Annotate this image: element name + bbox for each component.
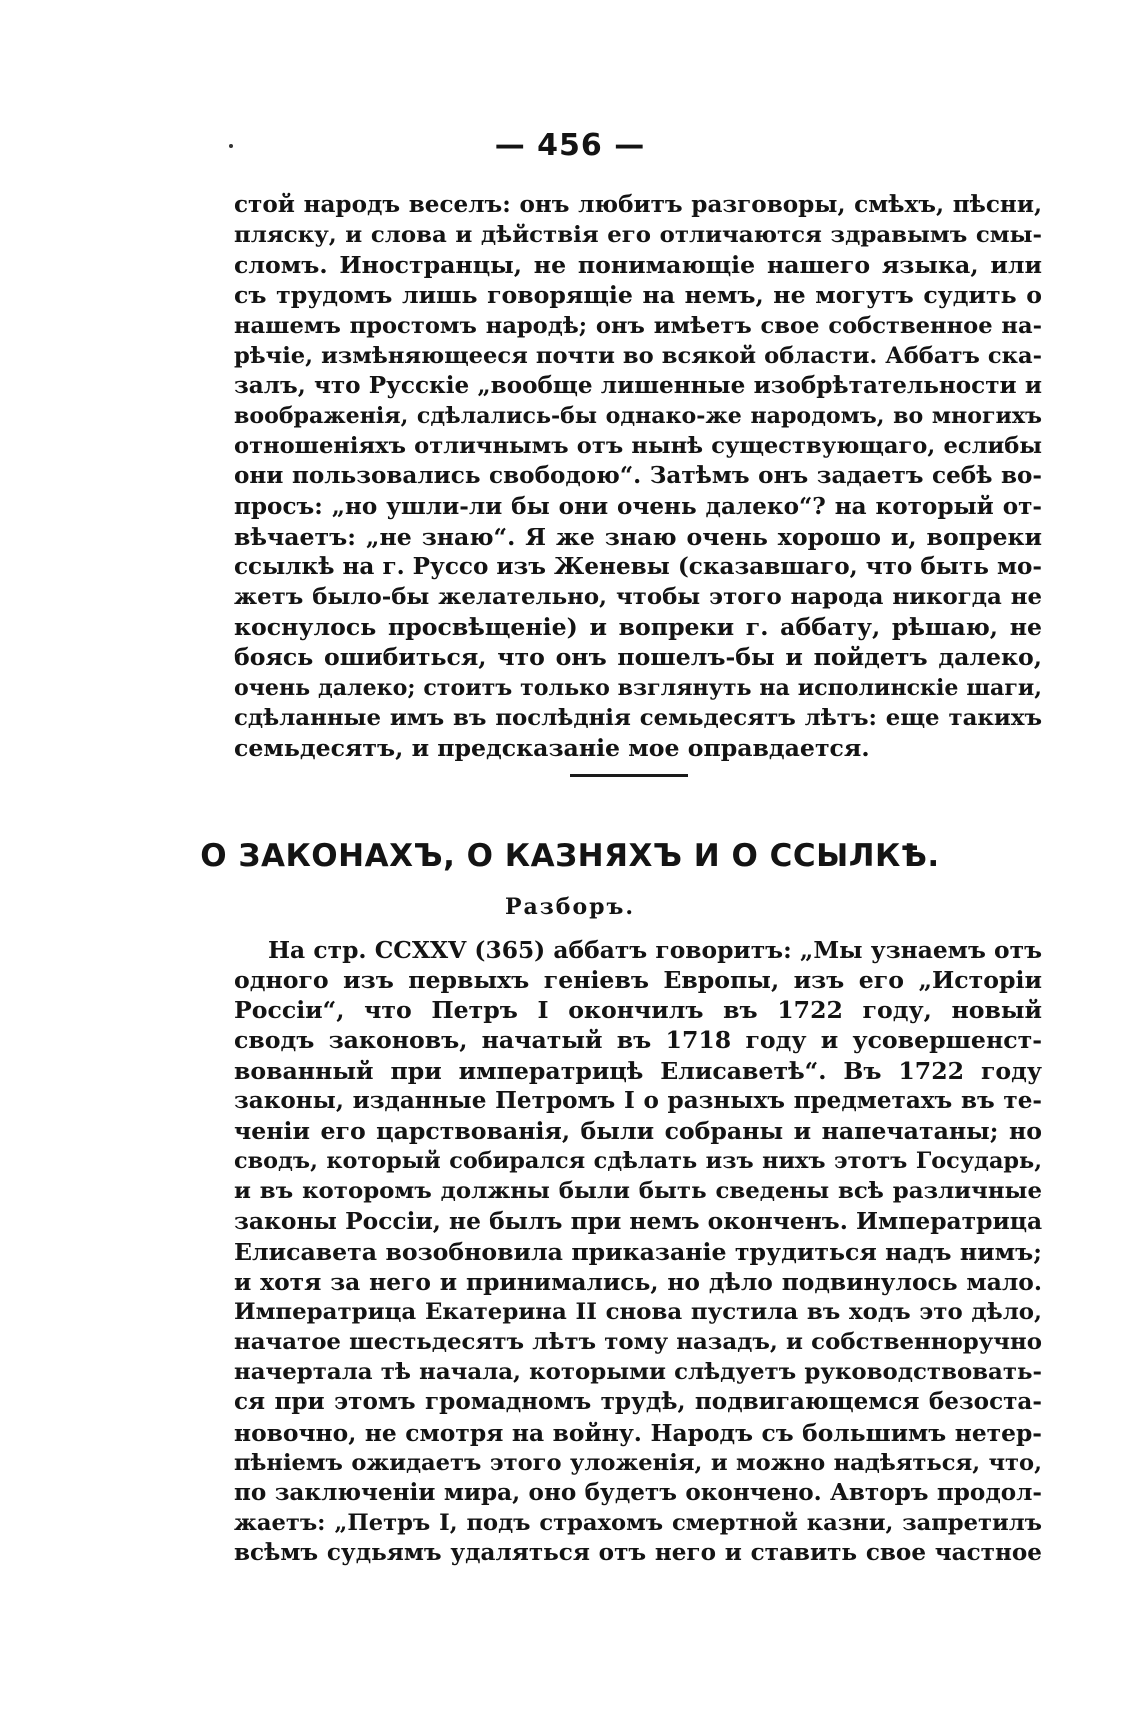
text-line: и въ которомъ должны были быть сведены всѣ различные [234,1178,1042,1205]
text-line: сломъ. Иностранцы, не понимающіе нашего языка, или [234,251,1042,280]
text-line: ссылкѣ на г. Руссо изъ Женевы (сказавшаго, что быть мо- [234,552,1042,580]
text-line: и хотя за него и принимались, но дѣло подвинулось мало. [234,1267,1042,1296]
text-line: воображенія, сдѣлались-бы однако-же народомъ, во многихъ [234,403,1042,430]
text-line: пѣніемъ ожидаетъ этого уложенія, и можно надѣяться, что, [234,1449,1042,1476]
text-line: по заключеніи мира, оно будетъ окончено. Авторъ продол- [234,1478,1042,1506]
text-line: стой народъ веселъ: онъ любитъ разговоры, смѣхъ, пѣсни, [234,191,1042,218]
text-line: жетъ было-бы желательно, чтобы этого народа никогда не [234,584,1042,611]
text-line: жаетъ: „Петръ I, подъ страхомъ смертной казни, запретилъ [234,1509,1042,1536]
text-line: начатое шестьдесятъ лѣтъ тому назадъ, и собственноручно [234,1329,1042,1356]
text-line: просъ: „но ушли-ли бы они очень далеко“? на который от- [234,492,1042,520]
text-line: сводъ, который собирался сдѣлать изъ нихъ этотъ Государь, [234,1148,1042,1175]
text-line: На стр. CCXXV (365) аббатъ говоритъ: „Мы узнаемъ отъ [268,936,1042,964]
text-line: вованный при императрицѣ Елисаветѣ“. Въ 1722 году [234,1056,1042,1085]
text-line: семьдесятъ, и предсказаніе мое оправдается. [234,733,870,762]
text-line: очень далеко; стоитъ только взглянуть на исполинскіе шаги, [234,674,1042,701]
text-line: Елисавета возобновила приказаніе трудиться надъ нимъ; [234,1237,1042,1266]
paragraph-continuation [234,190,1042,763]
text-line: новочно, не смотря на войну. Народъ съ большимъ нетер- [234,1418,1042,1447]
text-line: пляску, и слова и дѣйствія его отличаются здравымъ смы- [234,222,1042,249]
text-line: отношеніяхъ отличнымъ отъ нынѣ существующаго, еслибы [234,433,1042,460]
text-line: ченіи его царствованія, были собраны и напечатаны; но [234,1116,1042,1145]
section-subtitle: Разборъ. [504,894,636,920]
text-line: одного изъ первыхъ геніевъ Европы, изъ его „Исторіи [234,966,1042,995]
text-line: нашемъ простомъ народѣ; онъ имѣетъ свое собственное на- [234,312,1042,339]
text-line: сводъ законовъ, начатый въ 1718 году и усовершенст- [234,1026,1042,1055]
text-line: Императрица Екатерина II снова пустила въ ходъ это дѣло, [234,1298,1042,1325]
text-line: начертала тѣ начала, которыми слѣдуетъ руководствовать- [234,1359,1042,1386]
text-line: боясь ошибиться, что онъ пошелъ-бы и пойдетъ далеко, [234,643,1042,672]
text-line: Россіи“, что Петръ I окончилъ въ 1722 году, новый [234,996,1042,1025]
text-line: рѣчіе, измѣняющееся почти во всякой области. Аббатъ ска- [234,342,1042,369]
paragraph-main [234,935,1042,1568]
page-number: — 456 — [494,128,646,163]
section-title: О ЗАКОНАХЪ, О КАЗНЯХЪ И О ССЫЛКѢ. [200,838,940,874]
text-line: ся при этомъ громадномъ трудѣ, подвигающемся безоста- [234,1388,1042,1416]
text-line: законы Россіи, не былъ при немъ оконченъ. Императрица [234,1207,1042,1236]
text-line: законы, изданные Петромъ I о разныхъ предметахъ въ те- [234,1086,1042,1114]
text-line: залъ, что Русскіе „вообще лишенные изобрѣтательности и [234,371,1042,399]
text-line: всѣмъ судьямъ удаляться отъ него и ставить свое частное [234,1539,1042,1567]
text-line: вѣчаетъ: „не знаю“. Я же знаю очень хорошо и, вопреки [234,522,1042,551]
text-line: коснулось просвѣщеніе) и вопреки г. аббату, рѣшаю, не [234,613,1042,642]
text-line: съ трудомъ лишь говорящіе на немъ, не могутъ судить о [234,281,1042,310]
text-line: сдѣланные имъ въ послѣднія семьдесятъ лѣтъ: еще такихъ [234,704,1042,731]
section-divider [570,774,688,777]
text-line: они пользовались свободою“. Затѣмъ онъ задаетъ себѣ во- [234,462,1042,490]
